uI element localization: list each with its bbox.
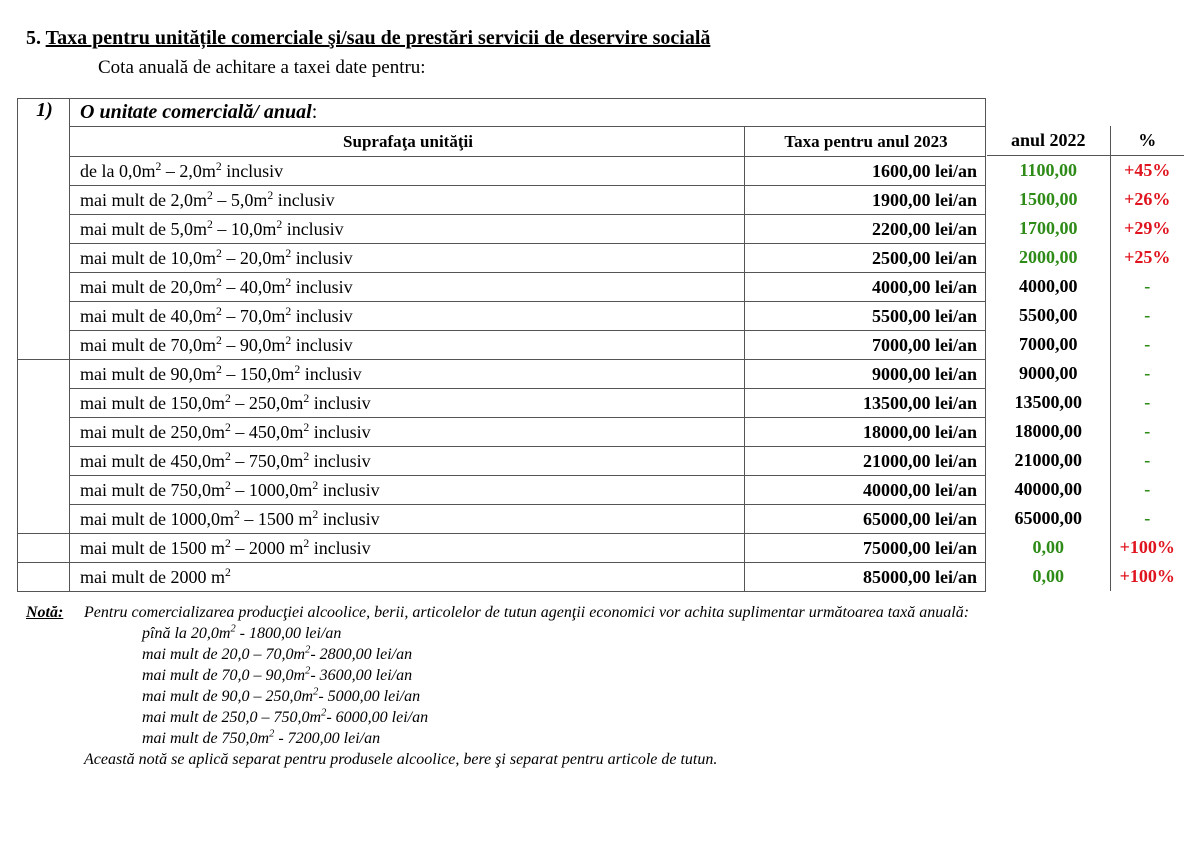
pct-change-cell: +100%: [1110, 562, 1184, 591]
note-label: Notă:: [26, 604, 64, 621]
tax-cell: 2200,00 lei/an: [745, 215, 986, 244]
comparison-row: [987, 504, 1184, 533]
col-header-area: Suprafaţa unităţii: [70, 127, 745, 157]
pct-change-cell: -: [1110, 504, 1184, 533]
table-row: [18, 186, 986, 215]
tax-cell: 9000,00 lei/an: [745, 360, 986, 389]
table-row: [18, 563, 986, 592]
pct-change-cell: +100%: [1110, 533, 1184, 562]
area-cell: mai mult de 2000 $m^2$: [70, 563, 745, 592]
tax-cell: 40000,00 lei/an: [745, 476, 986, 505]
area-cell: mai mult de $750,0m^2 - 1000,0m^2$ inclusiv: [70, 476, 745, 505]
value-2022-cell: 40000,00: [1014, 479, 1082, 499]
note-item: mai mult de $750,0m^2 - 7200,00$ lei/an: [142, 728, 381, 747]
area-cell: mai mult de $450,0m^2 - 750,0m^2$ inclusiv: [70, 447, 745, 476]
table-row: [18, 418, 986, 447]
area-cell: mai mult de $20,0m^2 - 40,0m^2$ inclusiv: [70, 273, 745, 302]
table-row: [18, 360, 986, 389]
comparison-row: [987, 156, 1184, 186]
section-subtitle: Cota anuală de achitare a taxei date pentru:: [98, 57, 426, 78]
area-cell: mai mult de $2,0m^2 - 5,0m^2$ inclusiv: [70, 186, 745, 215]
table-row: [18, 447, 986, 476]
area-cell: mai mult de $1000,0m^2 - 1500$ $m^2$ inclusiv: [70, 505, 745, 534]
table-row: [18, 534, 986, 563]
note-block: [26, 602, 971, 770]
pct-change-cell: -: [1110, 330, 1184, 359]
pct-change-cell: +25%: [1110, 243, 1184, 272]
comparison-row: [987, 562, 1184, 591]
area-cell: de la $0,0m^2 - 2,0m^2$ inclusiv: [70, 157, 745, 186]
value-2022-cell: 2000,00: [1019, 247, 1078, 267]
table-subheading: O unitate comercială/ anual:: [70, 99, 986, 127]
comparison-row: [987, 388, 1184, 417]
area-cell: mai mult de $70,0m^2 - 90,0m^2$ inclusiv: [70, 331, 745, 360]
comparison-row: [987, 214, 1184, 243]
pct-change-cell: -: [1110, 359, 1184, 388]
comparison-row: [987, 301, 1184, 330]
comparison-row: [987, 272, 1184, 301]
col-header-2022: anul 2022: [987, 126, 1110, 156]
value-2022-cell: 0,00: [1032, 537, 1064, 557]
table-row: [18, 331, 986, 360]
pct-change-cell: -: [1110, 475, 1184, 504]
tax-table: [17, 98, 986, 592]
tax-cell: 1900,00 lei/an: [745, 186, 986, 215]
table-row: [18, 302, 986, 331]
pct-change-cell: +29%: [1110, 214, 1184, 243]
comparison-header-row: [987, 126, 1184, 156]
comparison-row: [987, 243, 1184, 272]
comparison-table: [987, 126, 1184, 591]
value-2022-cell: 7000,00: [1019, 334, 1078, 354]
comparison-row: [987, 359, 1184, 388]
tax-cell: 4000,00 lei/an: [745, 273, 986, 302]
table-row: [18, 476, 986, 505]
tax-cell: 2500,00 lei/an: [745, 244, 986, 273]
note-item: pînă la $20,0m^2 - 1800,00$ lei/an: [142, 623, 342, 642]
note-item: mai mult de $250,0 - 750,0m^2-$ 6000,00 lei/an: [142, 707, 429, 726]
value-2022-cell: 0,00: [1032, 566, 1064, 586]
value-2022-cell: 1100,00: [1019, 160, 1077, 180]
row-index: 1): [18, 99, 70, 360]
table-row: [18, 244, 986, 273]
section-title-text: Taxa pentru unitățile comerciale şi/sau de prestări servicii de deservire socială: [45, 27, 711, 49]
tax-cell: 7000,00 lei/an: [745, 331, 986, 360]
index-cell-empty: [18, 360, 70, 534]
note-intro: Pentru comercializarea producţiei alcoolice, berii, articolelor de tutun agenţii economici vor achita suplimentar următoarea taxă anuală:: [84, 604, 970, 621]
tax-cell: 5500,00 lei/an: [745, 302, 986, 331]
pct-change-cell: -: [1110, 388, 1184, 417]
tax-cell: 21000,00 lei/an: [745, 447, 986, 476]
value-2022-cell: 18000,00: [1014, 421, 1082, 441]
value-2022-cell: 21000,00: [1014, 450, 1082, 470]
pct-change-cell: -: [1110, 417, 1184, 446]
pct-change-cell: +26%: [1110, 185, 1184, 214]
col-header-tax: Taxa pentru anul 2023: [745, 127, 986, 157]
tax-cell: 65000,00 lei/an: [745, 505, 986, 534]
value-2022-cell: 5500,00: [1019, 305, 1078, 325]
area-cell: mai mult de $40,0m^2 - 70,0m^2$ inclusiv: [70, 302, 745, 331]
tax-cell: 75000,00 lei/an: [745, 534, 986, 563]
section-title: [26, 27, 710, 50]
comparison-row: [987, 446, 1184, 475]
value-2022-cell: 1500,00: [1019, 189, 1078, 209]
value-2022-cell: 13500,00: [1014, 392, 1082, 412]
section-number: 5.: [26, 27, 41, 49]
area-cell: mai mult de $10,0m^2 - 20,0m^2$ inclusiv: [70, 244, 745, 273]
index-cell-empty: [18, 563, 70, 592]
area-cell: mai mult de 1500 $m^2 - 2000$ $m^2$ inclusiv: [70, 534, 745, 563]
table-row: [18, 273, 986, 302]
pct-change-cell: +45%: [1110, 156, 1184, 186]
comparison-row: [987, 533, 1184, 562]
area-cell: mai mult de $150,0m^2 - 250,0m^2$ inclusiv: [70, 389, 745, 418]
pct-change-cell: -: [1110, 272, 1184, 301]
table-row: [18, 157, 986, 186]
tax-cell: 13500,00 lei/an: [745, 389, 986, 418]
comparison-row: [987, 475, 1184, 504]
note-item: mai mult de $70,0 - 90,0m^2-$ 3600,00 lei/an: [142, 665, 413, 684]
note-item: mai mult de $90,0 - 250,0m^2-$ 5000,00 lei/an: [142, 686, 421, 705]
tax-cell: 85000,00 lei/an: [745, 563, 986, 592]
pct-change-cell: -: [1110, 446, 1184, 475]
table-subheading-row: [18, 99, 986, 127]
tax-cell: 18000,00 lei/an: [745, 418, 986, 447]
comparison-row: [987, 417, 1184, 446]
note-closing: Această notă se aplică separat pentru produsele alcoolice, bere şi separat pentru articole de tutun.: [84, 751, 718, 768]
tax-cell: 1600,00 lei/an: [745, 157, 986, 186]
index-cell-empty: [18, 534, 70, 563]
value-2022-cell: 4000,00: [1019, 276, 1078, 296]
table-row: [18, 389, 986, 418]
table-row: [18, 505, 986, 534]
area-cell: mai mult de $90,0m^2 - 150,0m^2$ inclusiv: [70, 360, 745, 389]
col-header-pct: %: [1110, 126, 1184, 156]
table-header-row: [18, 127, 986, 157]
area-cell: mai mult de $5,0m^2 - 10,0m^2$ inclusiv: [70, 215, 745, 244]
area-cell: mai mult de $250,0m^2 - 450,0m^2$ inclusiv: [70, 418, 745, 447]
note-items: [142, 623, 971, 749]
value-2022-cell: 1700,00: [1019, 218, 1078, 238]
comparison-row: [987, 330, 1184, 359]
value-2022-cell: 65000,00: [1014, 508, 1082, 528]
pct-change-cell: -: [1110, 301, 1184, 330]
table-row: [18, 215, 986, 244]
note-item: mai mult de $20,0 - 70,0m^2-$ 2800,00 lei/an: [142, 644, 413, 663]
comparison-row: [987, 185, 1184, 214]
value-2022-cell: 9000,00: [1019, 363, 1078, 383]
